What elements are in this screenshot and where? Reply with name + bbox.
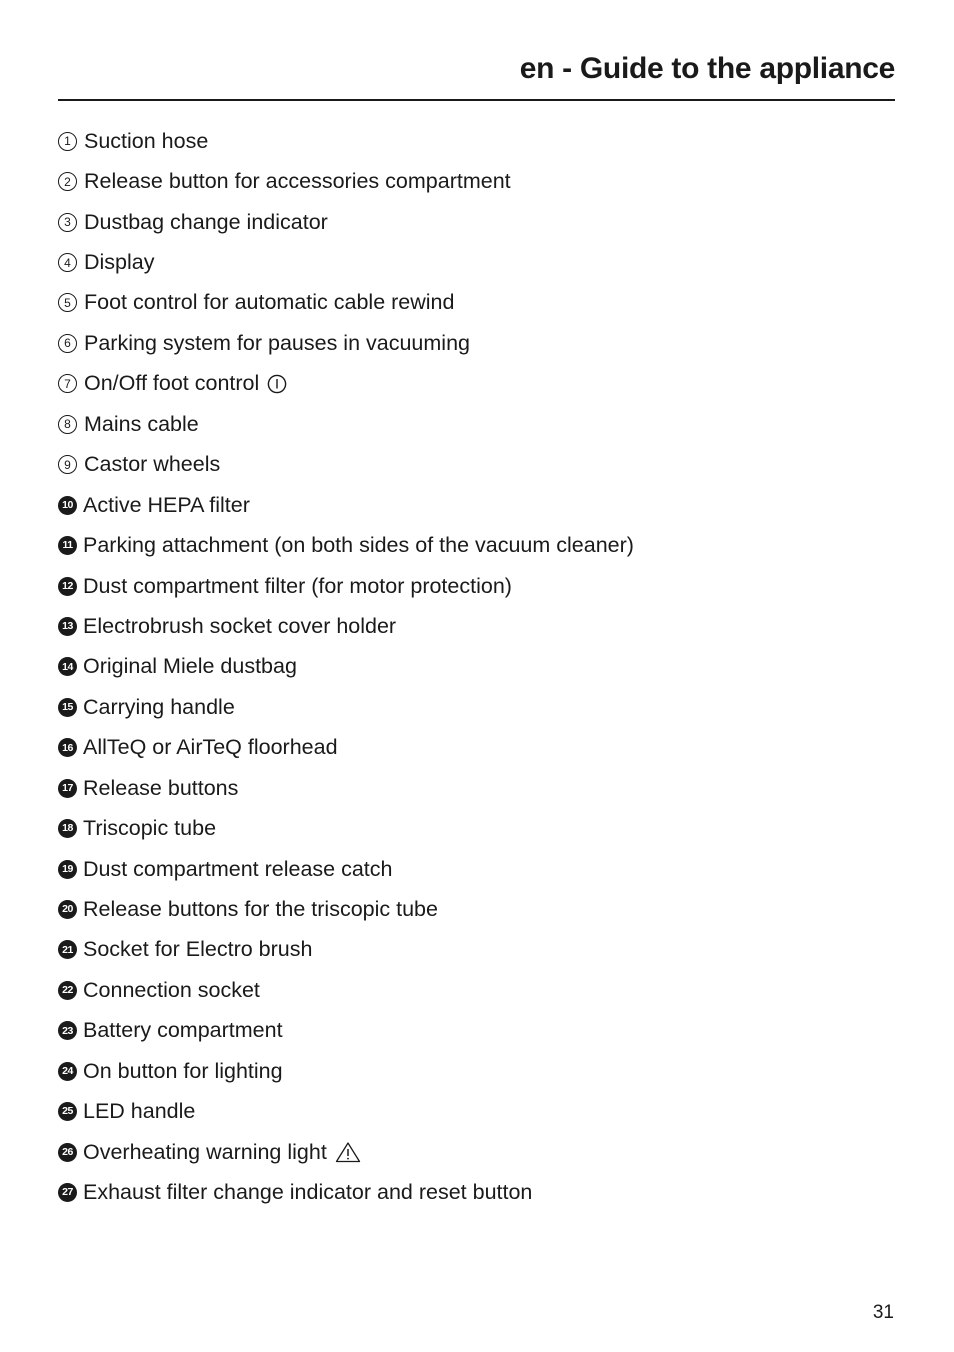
item-number-badge: 22	[58, 981, 77, 1000]
item-number-badge: 17	[58, 779, 77, 798]
item-label: Foot control for automatic cable rewind	[84, 290, 455, 315]
item-label: Exhaust filter change indicator and reset button	[83, 1180, 533, 1205]
item-label: Release buttons for the triscopic tube	[83, 897, 438, 922]
item-label: LED handle	[83, 1099, 196, 1124]
item-label: Display	[84, 250, 155, 275]
item-number-badge: 21	[58, 940, 77, 959]
item-number-badge: 19	[58, 860, 77, 879]
list-item	[58, 1132, 918, 1172]
item-label: AllTeQ or AirTeQ floorhead	[83, 735, 338, 760]
list-item	[58, 525, 918, 565]
list-item	[58, 283, 918, 323]
item-label: Electrobrush socket cover holder	[83, 613, 397, 638]
item-label: On/Off foot control	[84, 371, 260, 396]
list-item	[58, 1092, 918, 1132]
item-label: Battery compartment	[83, 1018, 283, 1043]
item-number-badge: 15	[58, 698, 77, 717]
item-label: Active HEPA filter	[83, 492, 250, 517]
item-number-badge: 26	[58, 1143, 77, 1162]
list-item	[58, 606, 918, 646]
list-item	[58, 768, 918, 808]
page-title: en - Guide to the appliance	[519, 52, 895, 85]
list-item	[58, 445, 918, 485]
list-item	[58, 1051, 918, 1091]
list-item	[58, 323, 918, 363]
item-number-badge: 14	[58, 657, 77, 676]
list-item	[58, 242, 918, 282]
item-number-badge: 3	[58, 213, 77, 232]
item-number-badge: 1	[58, 132, 77, 151]
page-header	[58, 50, 895, 101]
list-item	[58, 161, 918, 201]
item-number-badge: 11	[58, 536, 77, 555]
item-label: Castor wheels	[84, 452, 221, 477]
item-number-badge: 18	[58, 819, 77, 838]
warning-triangle-icon	[335, 1141, 361, 1163]
list-item	[58, 849, 918, 889]
item-label: Suction hose	[84, 128, 209, 153]
list-item	[58, 930, 918, 970]
item-label: Dust compartment filter (for motor protection)	[83, 573, 512, 598]
list-item	[58, 121, 918, 161]
item-number-badge: 4	[58, 253, 77, 272]
item-number-badge: 10	[58, 496, 77, 515]
item-number-badge: 27	[58, 1183, 77, 1202]
item-number-badge: 6	[58, 334, 77, 353]
list-item	[58, 202, 918, 242]
item-label: Socket for Electro brush	[83, 937, 313, 962]
list-item	[58, 647, 918, 687]
item-label: Release button for accessories compartment	[84, 169, 511, 194]
item-number-badge: 2	[58, 172, 77, 191]
item-label: Dust compartment release catch	[83, 856, 393, 881]
item-label: On button for lighting	[83, 1058, 283, 1083]
list-item	[58, 970, 918, 1010]
list-item	[58, 889, 918, 929]
item-number-badge: 25	[58, 1102, 77, 1121]
item-label: Dustbag change indicator	[84, 209, 328, 234]
list-item	[58, 364, 918, 404]
list-item	[58, 687, 918, 727]
item-number-badge: 20	[58, 900, 77, 919]
item-number-badge: 8	[58, 415, 77, 434]
list-item	[58, 404, 918, 444]
item-label: Connection socket	[83, 977, 260, 1002]
item-number-badge: 16	[58, 738, 77, 757]
list-item	[58, 808, 918, 848]
list-item	[58, 566, 918, 606]
page-number: 31	[872, 1302, 894, 1323]
item-number-badge: 13	[58, 617, 77, 636]
item-number-badge: 7	[58, 374, 77, 393]
list-item	[58, 1011, 918, 1051]
item-label: Parking system for pauses in vacuuming	[84, 330, 470, 355]
item-label: Triscopic tube	[83, 816, 217, 841]
item-number-badge: 24	[58, 1062, 77, 1081]
item-label: Release buttons	[83, 775, 239, 800]
item-number-badge: 12	[58, 577, 77, 596]
item-number-badge: 23	[58, 1021, 77, 1040]
item-label: Overheating warning light	[83, 1139, 327, 1164]
list-item	[58, 485, 918, 525]
list-item	[58, 1172, 918, 1212]
item-label: Mains cable	[84, 411, 199, 436]
item-label: Original Miele dustbag	[83, 654, 297, 679]
legend-list	[58, 121, 918, 1213]
item-label: Parking attachment (on both sides of the vacuum cleaner)	[83, 533, 634, 558]
power-icon	[267, 374, 287, 394]
item-number-badge: 9	[58, 455, 77, 474]
item-number-badge: 5	[58, 293, 77, 312]
item-label: Carrying handle	[83, 694, 235, 719]
list-item	[58, 728, 918, 768]
